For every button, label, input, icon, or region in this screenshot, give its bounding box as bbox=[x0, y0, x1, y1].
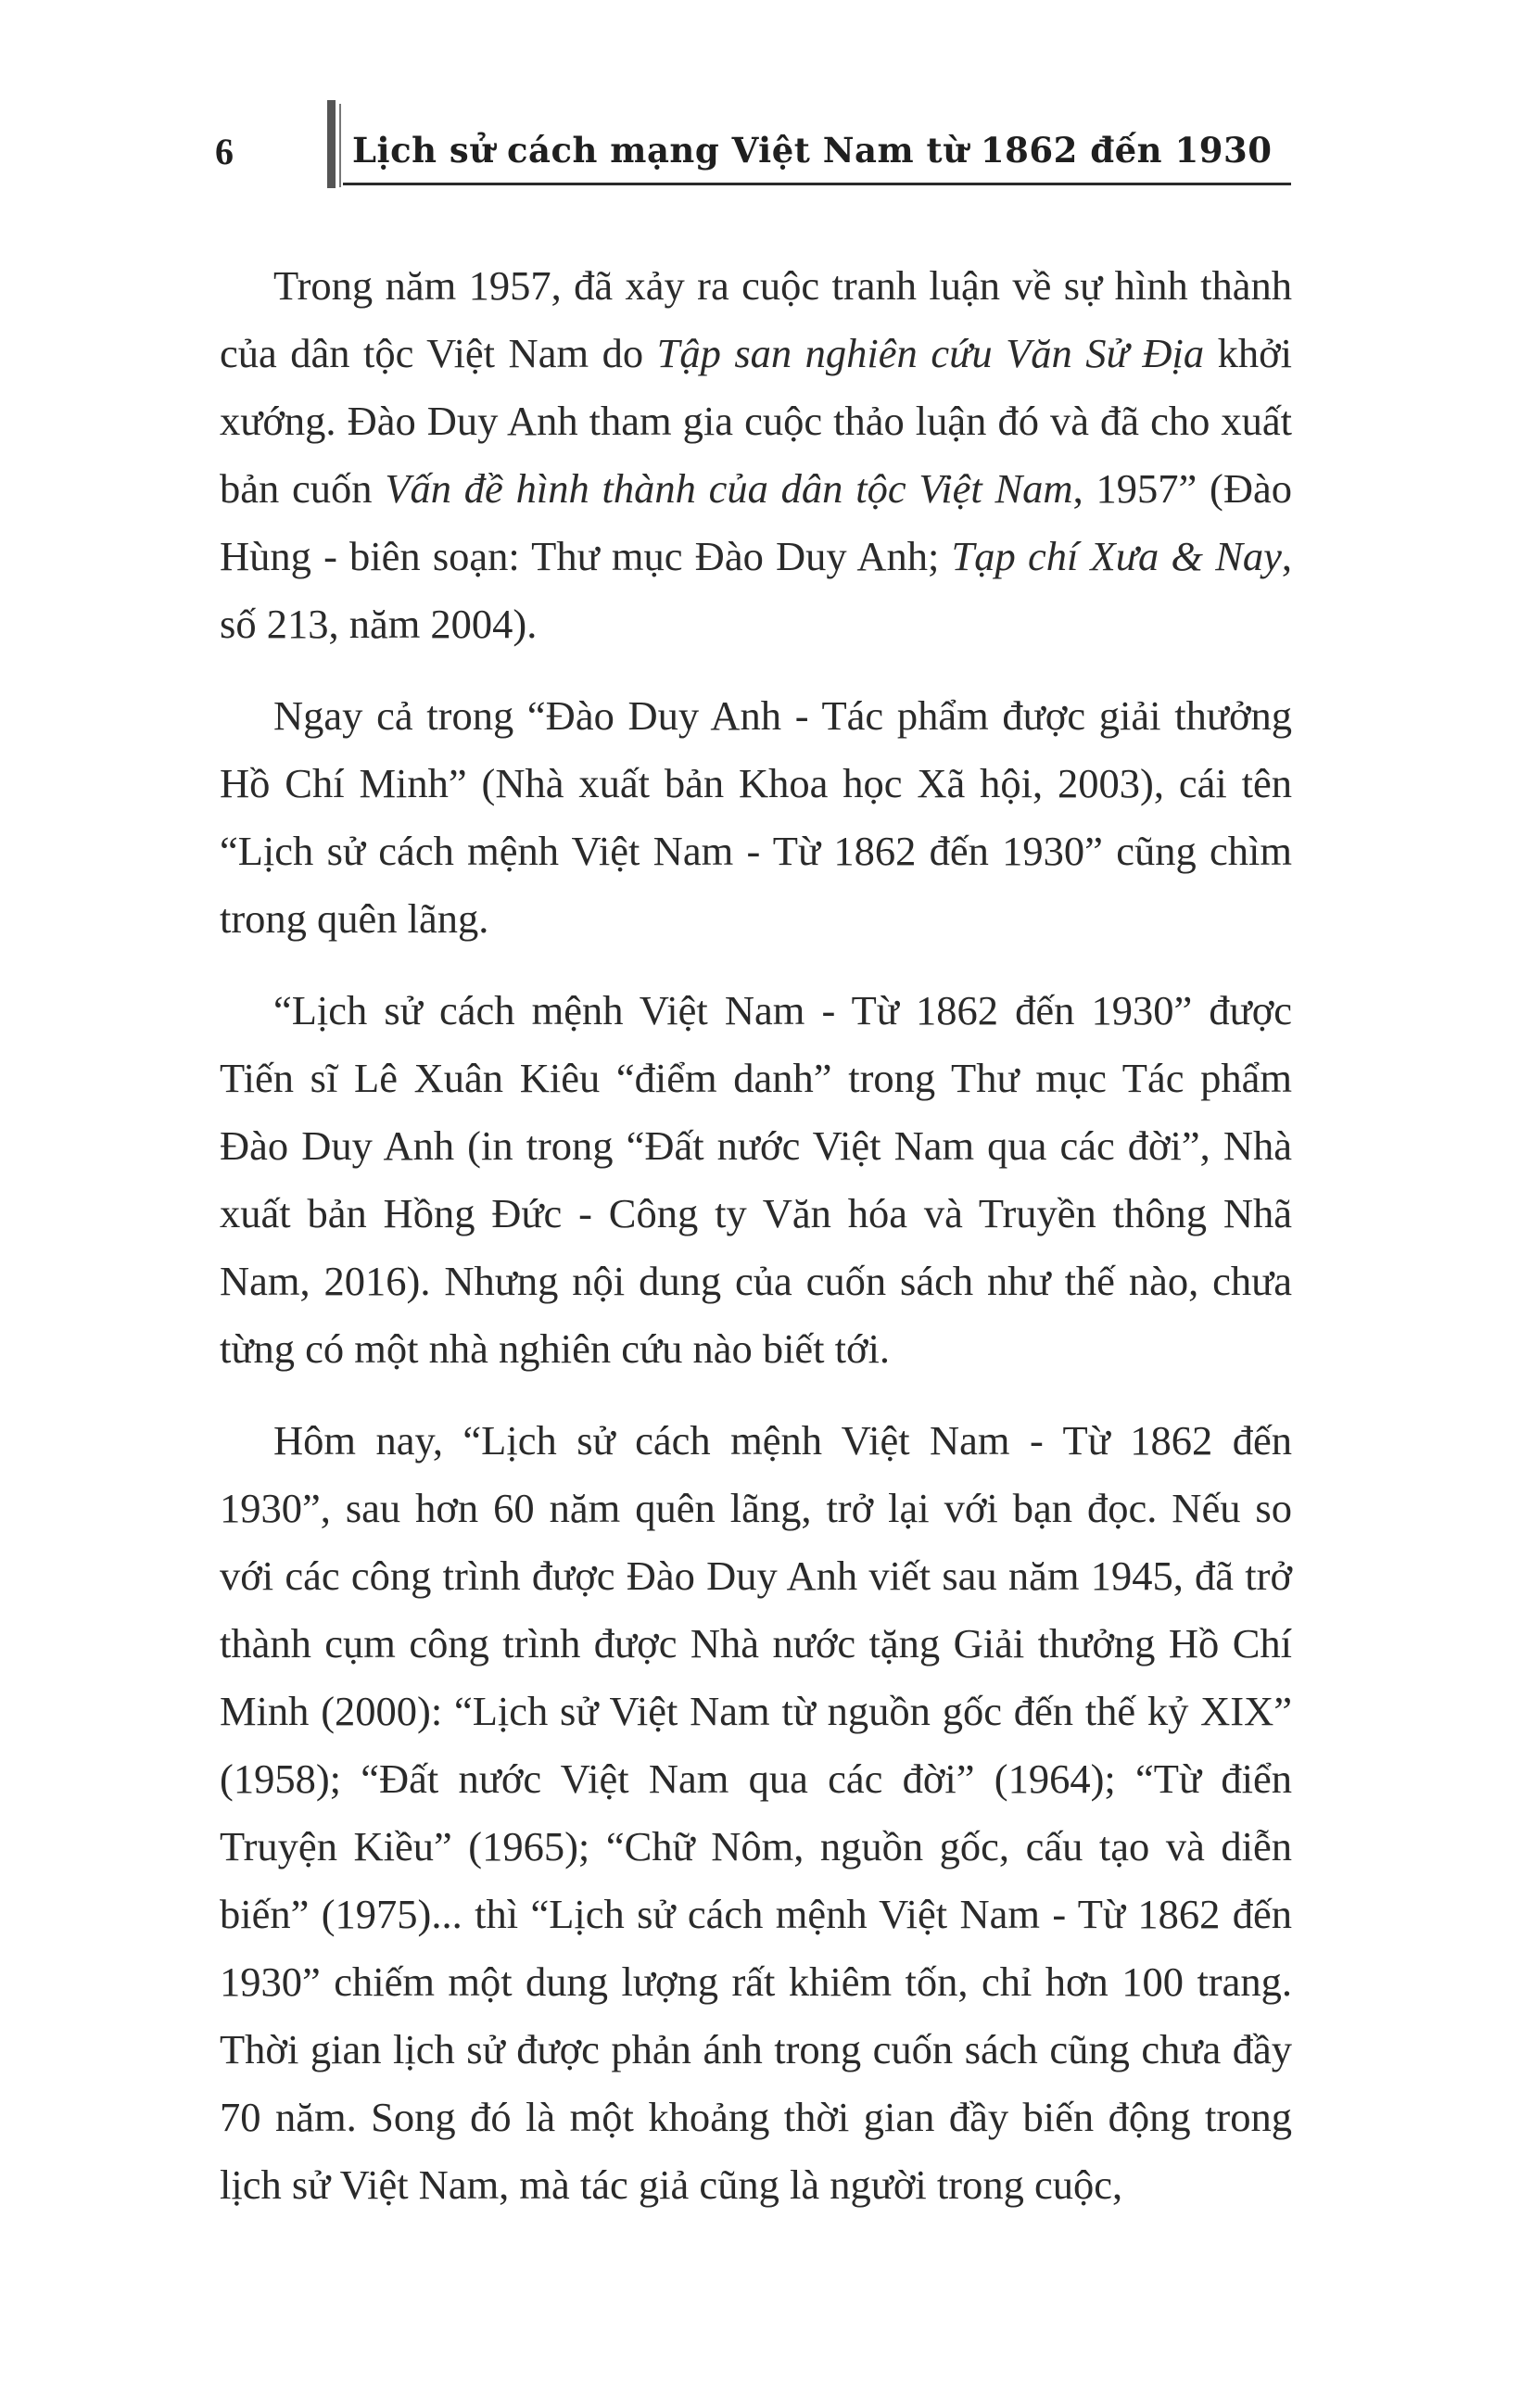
text-segment: , 1957” (Đào Hùng - biên soạn: Thư mục Đào Duy Anh; bbox=[220, 465, 1292, 579]
page-header bbox=[0, 0, 1533, 204]
journal-title: Tạp chí Xưa & Nay bbox=[951, 533, 1282, 579]
header-divider-bar bbox=[327, 100, 336, 188]
page-number: 6 bbox=[215, 131, 234, 172]
body-text bbox=[220, 252, 1292, 2243]
header-rule bbox=[343, 183, 1291, 185]
header-divider-line bbox=[339, 104, 341, 187]
book-title: Tập san nghiên cứu Văn Sử Địa bbox=[656, 330, 1205, 376]
paragraph bbox=[220, 252, 1292, 658]
text-segment: “Lịch sử cách mệnh Việt Nam - Từ 1862 đến 1930” được Tiến sĩ Lê Xuân Kiêu “điểm danh” trong Thư mục Tác phẩm Đào Duy Anh (in trong “Đất nước Việt Nam qua các đời”, Nhà xuất bản Hồng Đức - Công ty Văn hóa và Truyền thông Nhã Nam, 2016). Nhưng nội dung của cuốn sách như thế nào, chưa từng có một nhà nghiên cứu nào biết tới. bbox=[220, 987, 1292, 1372]
book-title: Vấn đề hình thành của dân tộc Việt Nam bbox=[385, 465, 1073, 512]
text-segment: khởi xướng. Đào Duy Anh tham gia cuộc thảo luận đó và đã cho xuất bản cuốn bbox=[220, 330, 1293, 512]
paragraph bbox=[220, 682, 1292, 953]
text-segment: Hôm nay, “Lịch sử cách mệnh Việt Nam - Từ 1862 đến 1930”, sau hơn 60 năm quên lãng, trở lại với bạn đọc. Nếu so với các công trình được Đào Duy Anh viết sau năm 1945, đã trở thành cụm công trình được Nhà nước tặng Giải thưởng Hồ Chí Minh (2000): “Lịch sử Việt Nam từ nguồn gốc đến thế kỷ XIX” (1958); “Đất nước Việt Nam qua các đời” (1964); “Từ điển Truyện Kiều” (1965); “Chữ Nôm, nguồn gốc, cấu tạo và diễn biến” (1975)... thì “Lịch sử cách mệnh Việt Nam - Từ 1862 đến 1930” chiếm một dung lượng rất khiêm tốn, chỉ hơn 100 trang. Thời gian lịch sử được phản ánh trong cuốn sách cũng chưa đầy 70 năm. Song đó là một khoảng thời gian đầy biến động trong lịch sử Việt Nam, mà tác giả cũng là người trong cuộc, bbox=[220, 1417, 1292, 2208]
text-segment: , số 213, năm 2004). bbox=[220, 533, 1292, 647]
paragraph bbox=[220, 977, 1292, 1383]
paragraph bbox=[220, 1407, 1292, 2219]
text-segment: Trong năm 1957, đã xảy ra cuộc tranh luận về sự hình thành của dân tộc Việt Nam do bbox=[220, 262, 1292, 376]
text-segment: Ngay cả trong “Đào Duy Anh - Tác phẩm được giải thưởng Hồ Chí Minh” (Nhà xuất bản Khoa học Xã hội, 2003), cái tên “Lịch sử cách mệnh Việt Nam - Từ 1862 đến 1930” cũng chìm trong quên lãng. bbox=[220, 692, 1292, 942]
running-title: Lịch sử cách mạng Việt Nam từ 1862 đến 1930 bbox=[352, 130, 1273, 171]
